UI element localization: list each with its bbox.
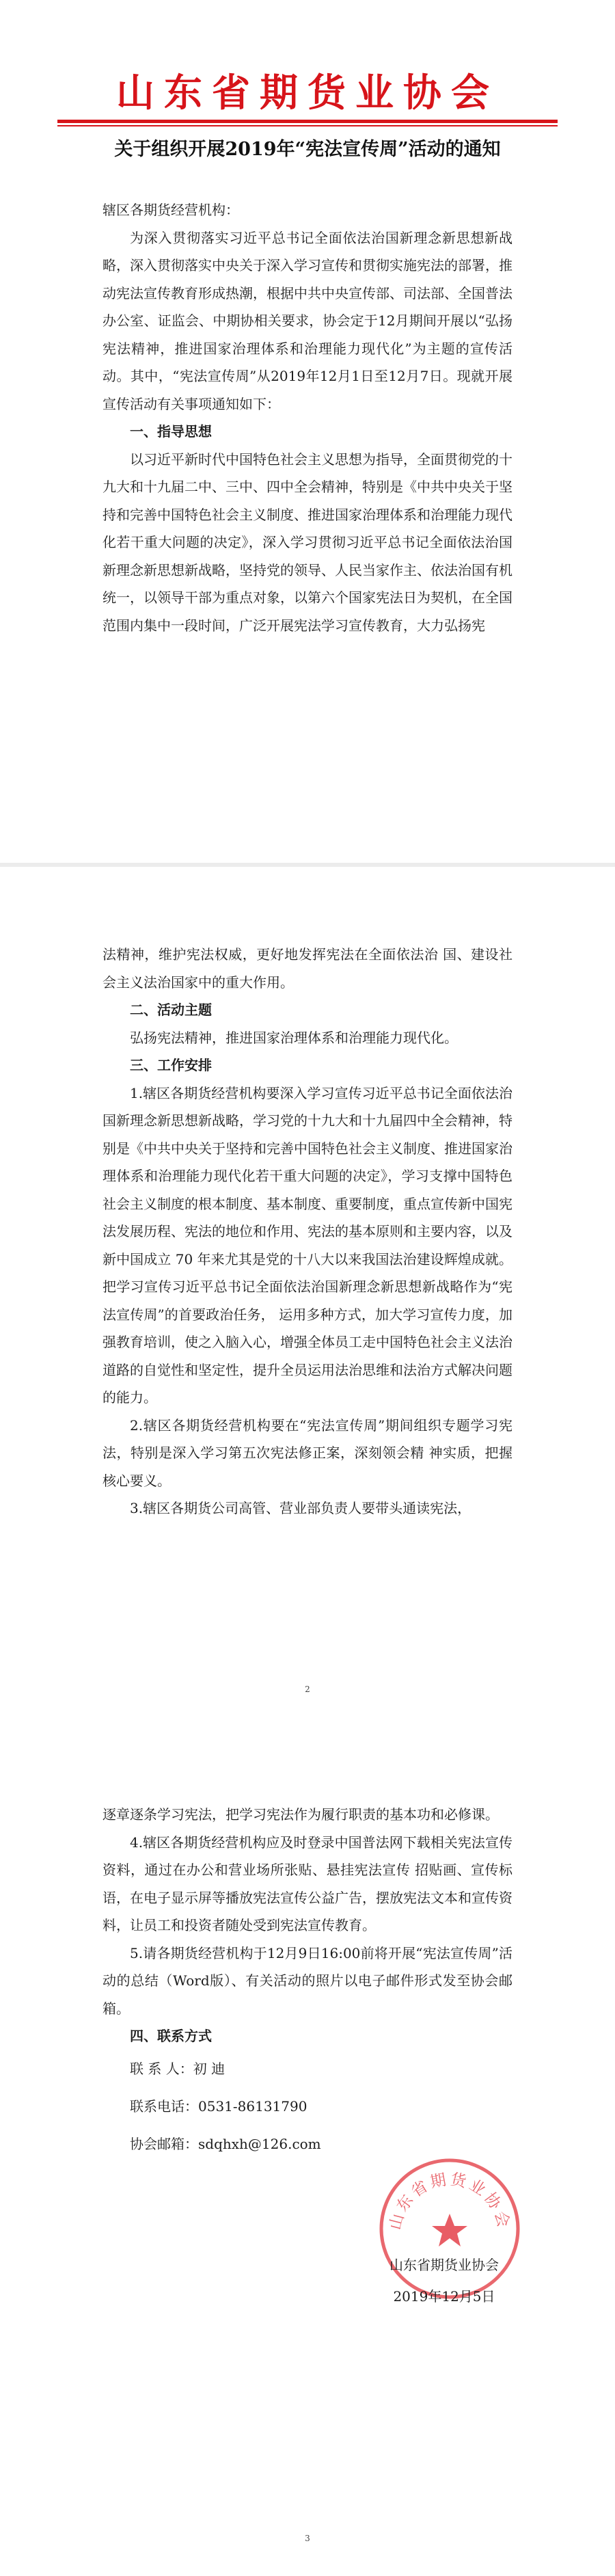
arrangement-item-5: 5.请各期货经营机构于12月9日16:00前将开展“宪法宣传周”活动的总结（Word版）、有关活动的照片以电子邮件形式发至协会邮箱。 bbox=[102, 1944, 512, 2017]
arrangement-item-3-continued: 逐章逐条学习宪法，把学习宪法作为履行职责的基本功和必修课。 bbox=[102, 1806, 499, 1823]
arrangement-item-4: 4.辖区各期货经营机构应及时登录中国普法网下载相关宪法宣传资料，通过在办公和营业场所张贴、悬挂宪法宣传 招贴画、宣传标语，在电子显示屏等播放宪法宣传公益广告，摆放宪法文本和宣传资料，让员工和投资者随处受到宪法宣传教育。 bbox=[102, 1834, 512, 1933]
section-2-heading: 二、活动主题 bbox=[130, 1002, 212, 1018]
section-4-heading: 四、联系方式 bbox=[130, 2028, 212, 2044]
page-number-2: 2 bbox=[305, 1685, 310, 1694]
org-title: 山东省期货业协会 bbox=[116, 71, 499, 116]
arrangement-item-2: 2.辖区各期货经营机构要在“宪法宣传周”期间组织专题学习宪法，特别是深入学习第五次宪法修正案，深刻领会精 神实质，把握核心要义。 bbox=[102, 1417, 512, 1489]
arrangement-item-3: 3.辖区各期货公司高管、营业部负责人要带头通读宪法， bbox=[130, 1500, 472, 1516]
section-1-heading: 一、指导思想 bbox=[130, 423, 212, 440]
page-3 bbox=[0, 1713, 615, 2576]
sign-org: 山东省期货业协会 bbox=[390, 2257, 499, 2273]
sign-date: 2019年12月5日 bbox=[393, 2288, 495, 2305]
red-star-icon bbox=[432, 2214, 467, 2246]
header-red-rule-thick bbox=[57, 120, 558, 123]
header-red-rule-thin bbox=[57, 125, 558, 126]
contact-person: 联 系 人：初 迪 bbox=[130, 2060, 226, 2077]
section-1-paragraph: 以习近平新时代中国特色社会主义思想为指导，全面贯彻党的十九大和十九届二中、三中、四中全会精神，特别是《中共中央关于坚持和完善中国特色社会主义制度、推进国家治理体系和治理能力现代化若干重大问题的决定》，深入学习贯彻习近平总书记全面依法治国新理念新思想新战略，坚持党的领导、人民当家作主、依法治国有机统一，以领导干部为重点对象，以第六个国家宪法日为契机，在全国范围内集中一段时间，广泛开展宪法学习宣传教育，大力弘扬宪 bbox=[102, 451, 512, 634]
signature-block bbox=[369, 2249, 519, 2312]
contact-email: 协会邮箱：sdqhxh@126.com bbox=[130, 2135, 321, 2152]
page-1-body bbox=[102, 196, 512, 639]
page-number-3: 3 bbox=[305, 2534, 310, 2543]
salutation: 辖区各期货经营机构： bbox=[102, 202, 239, 218]
intro-paragraph: 为深入贯彻落实习近平总书记全面依法治国新理念新思想新战略，深入贯彻落实中央关于深入学习宣传和贯彻实施宪法的部署，推动宪法宣传教育形成热潮，根据中共中央宣传部、司法部、全国普法办公室、证监会、中期协相关要求，协会定于12月期间开展以“弘扬宪法精神，推进国家治理体系和治理能力现代化”为主题的宣传活动。其中，“宪法宣传周”从2019年12月1日至12月7日。现就开展宣传活动有关事项通知如下： bbox=[102, 229, 512, 412]
arrangement-item-1: 1.辖区各期货经营机构要深入学习宣传习近平总书记全面依法治国新理念新思想新战略，学习党的十九大和十九届四中全会精神，特别是《中共中央关于坚持和完善中国特色社会主义制度、推进国家治理体系和治理能力现代化若干重大问题的决定》，学习支撑中国特色社会主义制度的根本制度、基本制度、重要制度，重点宣传新中国宪法发展历程、宪法的地位和作用、宪法的基本原则和主要内容，以及新中国成立 70 年来尤其是党的十八大以来我国法治建设辉煌成就。把学习宣传习近平总书记全面依法治国新理念新思想新战略作为“宪法宣传周”的首要政治任务， 运用多种方式，加大学习宣传力度，加强教育培训，使之入脑入心，增强全体员工走中国特色社会主义法治道路的自觉性和坚定性，提升全员运用法治思维和法治方式解决问题的能力。 bbox=[102, 1084, 512, 1406]
notice-title: 关于组织开展2019年“宪法宣传周”活动的通知 bbox=[114, 139, 501, 160]
page-2 bbox=[0, 867, 615, 1730]
page-2-body bbox=[102, 941, 512, 1522]
section-1-paragraph-continued: 法精神，维护宪法权威，更好地发挥宪法在全面依法治 国、建设社会主义法治国家中的重大作用。 bbox=[102, 946, 512, 991]
seal-lettering: 山东省期货业协会 bbox=[386, 2171, 513, 2232]
page-1 bbox=[0, 0, 615, 863]
contact-phone: 联系电话：0531-86131790 bbox=[130, 2097, 308, 2115]
section-3-heading: 三、工作安排 bbox=[130, 1057, 212, 1073]
page-3-body bbox=[102, 1801, 512, 2163]
section-2-paragraph: 弘扬宪法精神，推进国家治理体系和治理能力现代化。 bbox=[130, 1029, 458, 1046]
